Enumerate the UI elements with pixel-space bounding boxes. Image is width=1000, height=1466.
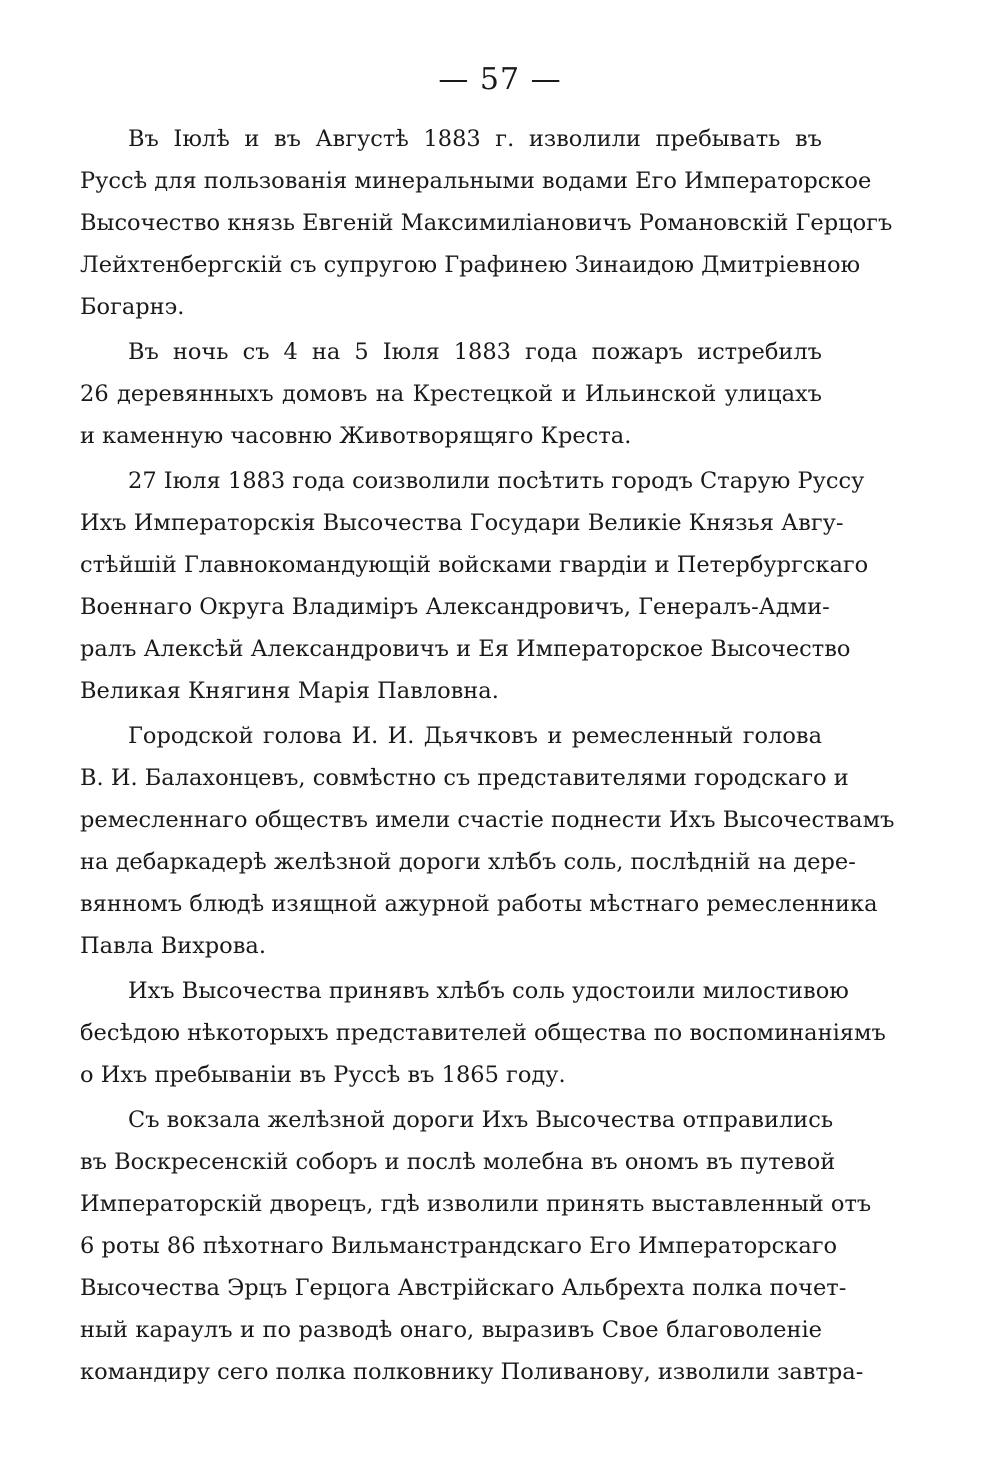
text-line: въ Воскресенскій соборъ и послѣ молебна въ ономъ въ путевой — [80, 1149, 836, 1175]
text-line: бесѣдою нѣкоторыхъ представителей общества по воспоминаніямъ — [80, 1020, 886, 1046]
text-line: ралъ Алексѣй Александровичъ и Ея Императорское Высочество — [80, 636, 851, 662]
text-line: ный караулъ и по разводѣ онаго, выразивъ Свое благоволеніе — [80, 1317, 822, 1343]
text-line: Въ ночь съ 4 на 5 Іюля 1883 года пожаръ истребилъ — [128, 339, 822, 365]
text-line: Высочество князь Евгеній Максимиліановичъ Романовскій Герцогъ — [80, 210, 893, 236]
body-text — [80, 118, 895, 1393]
paragraph-2 — [80, 331, 822, 457]
text-line: Императорскій дворецъ, гдѣ изволили принять выставленный отъ — [80, 1191, 872, 1217]
text-line: Богарнэ. — [80, 294, 185, 320]
text-line: 6 роты 86 пѣхотнаго Вильманстрандскаго Его Императорскаго — [80, 1233, 838, 1259]
paragraph-5 — [80, 970, 886, 1096]
text-line: Великая Княгиня Марія Павловна. — [80, 678, 499, 704]
text-line: Павла Вихрова. — [80, 933, 266, 959]
text-line: 27 Іюля 1883 года соизволили посѣтить городъ Старую Руссу — [128, 468, 865, 494]
text-line: о Ихъ пребываніи въ Руссѣ въ 1865 году. — [80, 1062, 566, 1088]
text-line: ремесленнаго обществъ имели счастіе поднести Ихъ Высочествамъ — [80, 807, 895, 833]
text-line: стѣйшій Главнокомандующій войсками гвардіи и Петербургскаго — [80, 552, 869, 578]
text-line: командиру сего полка полковнику Поливанову, изволили завтра- — [80, 1359, 864, 1385]
text-line: вянномъ блюдѣ изящной ажурной работы мѣстнаго ремесленника — [80, 891, 878, 917]
paragraph-6 — [80, 1099, 872, 1393]
text-line: Ихъ Императорскія Высочества Государи Великіе Князья Авгу- — [80, 510, 844, 536]
text-line: Съ вокзала желѣзной дороги Ихъ Высочества отправились — [128, 1107, 834, 1133]
page-number: — 57 — — [438, 62, 562, 97]
text-line: Въ Іюлѣ и въ Августѣ 1883 г. изволили пребывать въ — [128, 126, 822, 152]
paragraph-4 — [80, 715, 895, 967]
text-line: Городской голова И. И. Дьячковъ и ремесленный голова — [128, 723, 822, 749]
paragraph-3 — [80, 460, 869, 712]
text-line: Военнаго Округа Владиміръ Александровичъ, Генералъ-Адми- — [80, 594, 830, 620]
text-line: 26 деревянныхъ домовъ на Крестецкой и Ильинской улицахъ — [80, 381, 822, 407]
text-line: В. И. Балахонцевъ, совмѣстно съ представителями городскаго и — [80, 765, 849, 791]
paragraph-1 — [80, 118, 893, 328]
text-line: Лейхтенбергскій съ супругою Графинею Зинаидою Дмитріевною — [80, 252, 861, 278]
text-line: Руссѣ для пользованія минеральными водами Его Императорское — [80, 168, 872, 194]
text-line: Высочества Эрцъ Герцога Австрійскаго Альбрехта полка почет- — [80, 1275, 847, 1301]
text-line: Ихъ Высочества принявъ хлѣбъ соль удостоили милостивою — [128, 978, 849, 1004]
text-line: на дебаркадерѣ желѣзной дороги хлѣбъ соль, послѣдній на дере- — [80, 849, 856, 875]
text-line: и каменную часовню Животворящяго Креста. — [80, 423, 632, 449]
